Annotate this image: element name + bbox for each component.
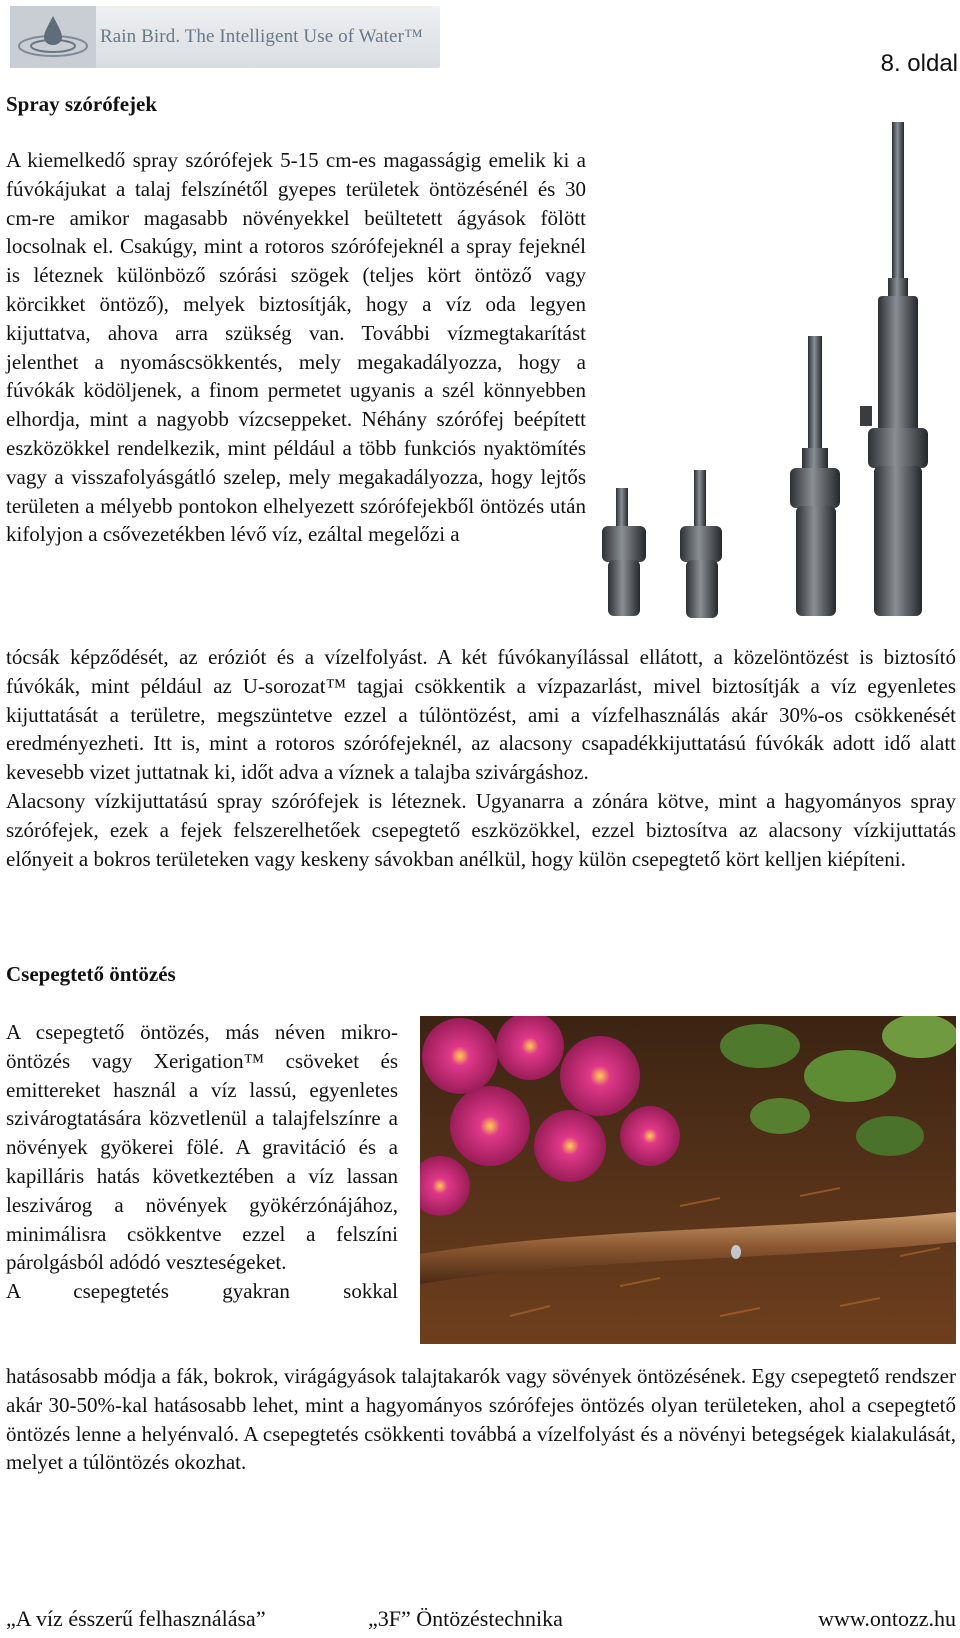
drip-paragraph-full: [6, 1362, 956, 1477]
water-drop-icon: [10, 6, 96, 68]
footer-right: www.ontozz.hu: [818, 1606, 956, 1631]
sprinkler-heads-image: [602, 118, 958, 626]
spray-text-wrapped: A kiemelkedő spray szórófejek 5-15 cm-es magasságig emelik ki a fúvókájukat a talaj felszínétől gyepes területek öntözésénél és 30 cm-re amikor magasabb növényekkel beültetett ágyások fölött locsolnak el. Csakúgy, mint a rotoros szórófejeknél a spray fejeknél is léteznek különböző szórási szögek (teljes kört öntöző vagy körcikket öntöző), melyek biztosítják, hogy a víz oda legyen kijuttatva, ahova arra szükség van. További vízmegtakarítást jelenthet a nyomáscsökkentés, mely megakadályozza, hogy a fúvókák ködöljenek, a finom permetet ugyanis a szél könnyebben elhordja, mint a nagyobb vízcseppeket. Néhány szórófej beépített eszközökkel rendelkezik, mint például a több funkciós nyaktömítés vagy a visszafolyásgátló szelep, mely megakadályozza, hogy lejtős területen a mélyebb pontokon elhelyezett szórófejekből öntözés után kifolyjon a csővezetékben lévő víz, ezáltal megelőzi a: [6, 148, 586, 547]
drip-text-line: A csepegtetés gyakran sokkal: [6, 1279, 398, 1304]
rain-bird-logo: [10, 6, 440, 68]
section-title-spray: Spray szórófejek: [6, 92, 158, 116]
page-footer: [0, 1606, 960, 1638]
section-title-drip: Csepegtető öntözés: [6, 962, 176, 986]
logo-text: Rain Bird. The Intelligent Use of Water™: [100, 26, 423, 47]
drip-paragraph-wrapped: [6, 1018, 398, 1306]
page-number: 8. oldal: [880, 50, 958, 77]
footer-left: „A víz ésszerű felhasználása”: [6, 1606, 266, 1631]
drip-irrigation-photo: [420, 1016, 956, 1344]
drip-text-wrapped: A csepegtető öntözés, más néven mikro-öntözés vagy Xerigation™ csöveket és emittereket használ a víz lassú, egyenletes szivárogtatására közvetlenül a talajfelszínre a növények gyökerei fölé. A gravitáció és a kapilláris hatás következtében a víz lassan leszivárog a növények gyökérzónájához, minimálisra csökkentve ezzel a felszíni párolgásból adódó veszteségeket.: [6, 1020, 398, 1275]
drip-text-full: hatásosabb módja a fák, bokrok, virágágyások talajtakarók vagy sövények öntözésének. Egy csepegtető rendszer akár 30-50%-kal hatásosabb lehet, mint a hagyományos szórófejes öntözés olyan területeken, ahol a csepegtető öntözés lenne a helyénvaló. A csepegtetés csökkenti továbbá a vízelfolyást és a növényi betegségek kialakulását, melyet a túlöntözés okozhat.: [6, 1364, 956, 1475]
footer-center: „3F” Öntözéstechnika: [368, 1606, 563, 1631]
spray-paragraph-wrapped: [6, 146, 586, 549]
spray-paragraph-full: [6, 643, 956, 873]
spray-text-full: tócsák képződését, az eróziót és a vízelfolyást. A két fúvókanyílással ellátott, a közelöntözést is biztosító fúvókák, mint például az U-sorozat™ tagjai csökkentik a vízpazarlást, mivel biztosítják a víz egyenletes kijuttatását a területre, megszüntetve ezzel a túlöntözést, ami a vízfelhasználás akár 30%-os csökkenését eredményezheti. Itt is, mint a rotoros szórófejeknél, az alacsony csapadékkijuttatású fúvókák adott idő alatt kevesebb vizet juttatnak ki, időt adva a víznek a talajba szivárgáshoz.: [6, 645, 956, 785]
low-flow-spray-text: Alacsony vízkijuttatású spray szórófejek is léteznek. Ugyanarra a zónára kötve, mint a hagyományos spray szórófejek, ezek a fejek felszerelhetőek csepegtető eszközökkel, ezzel biztosítva az alacsony vízkijuttatás előnyeit a bokros területeken vagy keskeny sávokban anélkül, hogy külön csepegtető kört kelljen kiépíteni.: [6, 788, 956, 871]
